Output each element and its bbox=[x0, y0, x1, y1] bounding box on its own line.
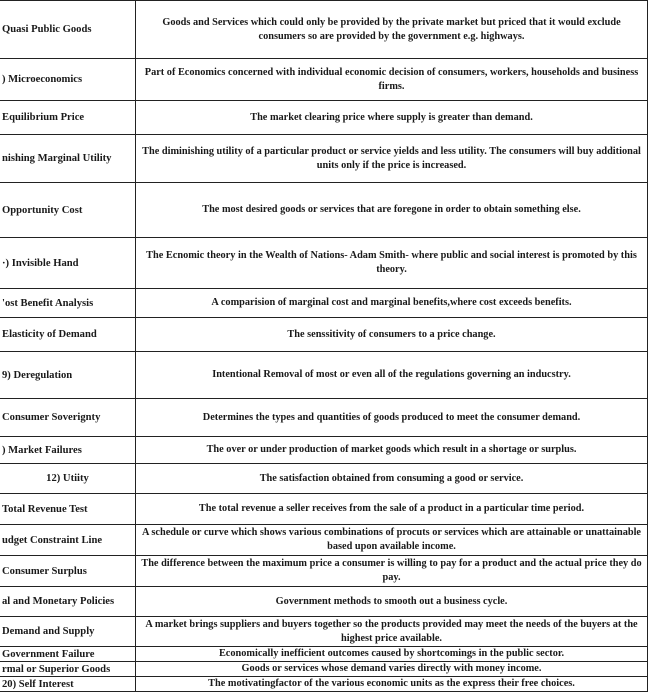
definition-cell: The difference between the maximum price a consumer is willing to pay for a product and the actual price they do pay. bbox=[136, 556, 648, 586]
definition-cell: A schedule or curve which shows various combinations of procuts or services which are attainable or unattainable based upon available income. bbox=[136, 525, 648, 555]
definition-cell: A market brings suppliers and buyers together so the products provided may meet the needs of the buyers at the highest price available. bbox=[136, 617, 648, 646]
definition-cell: Economically inefficient outcomes caused by shortcomings in the public sector. bbox=[136, 647, 648, 661]
term-cell: ) Market Failures bbox=[0, 437, 136, 463]
table-row bbox=[0, 183, 648, 238]
definition-cell: The total revenue a seller receives from the sale of a product in a particular time period. bbox=[136, 494, 648, 524]
definition-cell: Goods or services whose demand varies directly with money income. bbox=[136, 662, 648, 676]
table-row bbox=[0, 101, 648, 135]
term-cell: Demand and Supply bbox=[0, 617, 136, 646]
term-cell: Consumer Surplus bbox=[0, 556, 136, 586]
table-row bbox=[0, 437, 648, 464]
definition-cell: The most desired goods or services that are foregone in order to obtain something else. bbox=[136, 183, 648, 237]
table-row bbox=[0, 1, 648, 59]
table-row bbox=[0, 352, 648, 399]
table-row bbox=[0, 677, 648, 692]
term-cell: nishing Marginal Utility bbox=[0, 135, 136, 182]
term-cell: udget Constraint Line bbox=[0, 525, 136, 555]
table-row bbox=[0, 494, 648, 525]
definition-cell: The motivatingfactor of the various economic units as the express their free choices. bbox=[136, 677, 648, 691]
term-cell: 20) Self Interest bbox=[0, 677, 136, 691]
table-row bbox=[0, 525, 648, 556]
term-cell: Government Failure bbox=[0, 647, 136, 661]
definition-cell: The market clearing price where supply is greater than demand. bbox=[136, 101, 648, 134]
definition-cell: Intentional Removal of most or even all of the regulations governing an inducstry. bbox=[136, 352, 648, 398]
table-row bbox=[0, 587, 648, 617]
table-row bbox=[0, 289, 648, 318]
term-cell: rmal or Superior Goods bbox=[0, 662, 136, 676]
table-row bbox=[0, 399, 648, 437]
term-cell: Opportunity Cost bbox=[0, 183, 136, 237]
table-row bbox=[0, 238, 648, 289]
term-cell: 9) Deregulation bbox=[0, 352, 136, 398]
definition-cell: Government methods to smooth out a business cycle. bbox=[136, 587, 648, 616]
table-row bbox=[0, 662, 648, 677]
definition-cell: The senssitivity of consumers to a price change. bbox=[136, 318, 648, 351]
term-cell: ·) Invisible Hand bbox=[0, 238, 136, 288]
term-cell: Consumer Soverignty bbox=[0, 399, 136, 436]
term-cell: Total Revenue Test bbox=[0, 494, 136, 524]
definition-cell: Goods and Services which could only be provided by the private market but priced that it would exclude consumers so are provided by the government e.g. highways. bbox=[136, 1, 648, 58]
definition-cell: A comparision of marginal cost and marginal benefits,where cost exceeds benefits. bbox=[136, 289, 648, 317]
table-row bbox=[0, 59, 648, 101]
table-row bbox=[0, 464, 648, 494]
term-cell: al and Monetary Policies bbox=[0, 587, 136, 616]
table-row bbox=[0, 556, 648, 587]
term-cell: Equilibrium Price bbox=[0, 101, 136, 134]
definition-cell: The diminishing utility of a particular product or service yields and less utility. The consumers will buy additional units only if the price is increased. bbox=[136, 135, 648, 182]
definition-cell: Part of Economics concerned with individual economic decision of consumers, workers, households and business firms. bbox=[136, 59, 648, 100]
definition-cell: The Ecnomic theory in the Wealth of Nations- Adam Smith- where public and social interest is promoted by this theory. bbox=[136, 238, 648, 288]
term-cell: 'ost Benefit Analysis bbox=[0, 289, 136, 317]
table-row bbox=[0, 135, 648, 183]
term-cell: Elasticity of Demand bbox=[0, 318, 136, 351]
table-row bbox=[0, 617, 648, 647]
definition-cell: Determines the types and quantities of goods produced to meet the consumer demand. bbox=[136, 399, 648, 436]
term-cell: Quasi Public Goods bbox=[0, 1, 136, 58]
definition-cell: The over or under production of market goods which result in a shortage or surplus. bbox=[136, 437, 648, 463]
term-cell: 12) Utiity bbox=[0, 464, 136, 493]
table-row bbox=[0, 318, 648, 352]
definition-cell: The satisfaction obtained from consuming a good or service. bbox=[136, 464, 648, 493]
table-row bbox=[0, 647, 648, 662]
term-cell: ) Microeconomics bbox=[0, 59, 136, 100]
